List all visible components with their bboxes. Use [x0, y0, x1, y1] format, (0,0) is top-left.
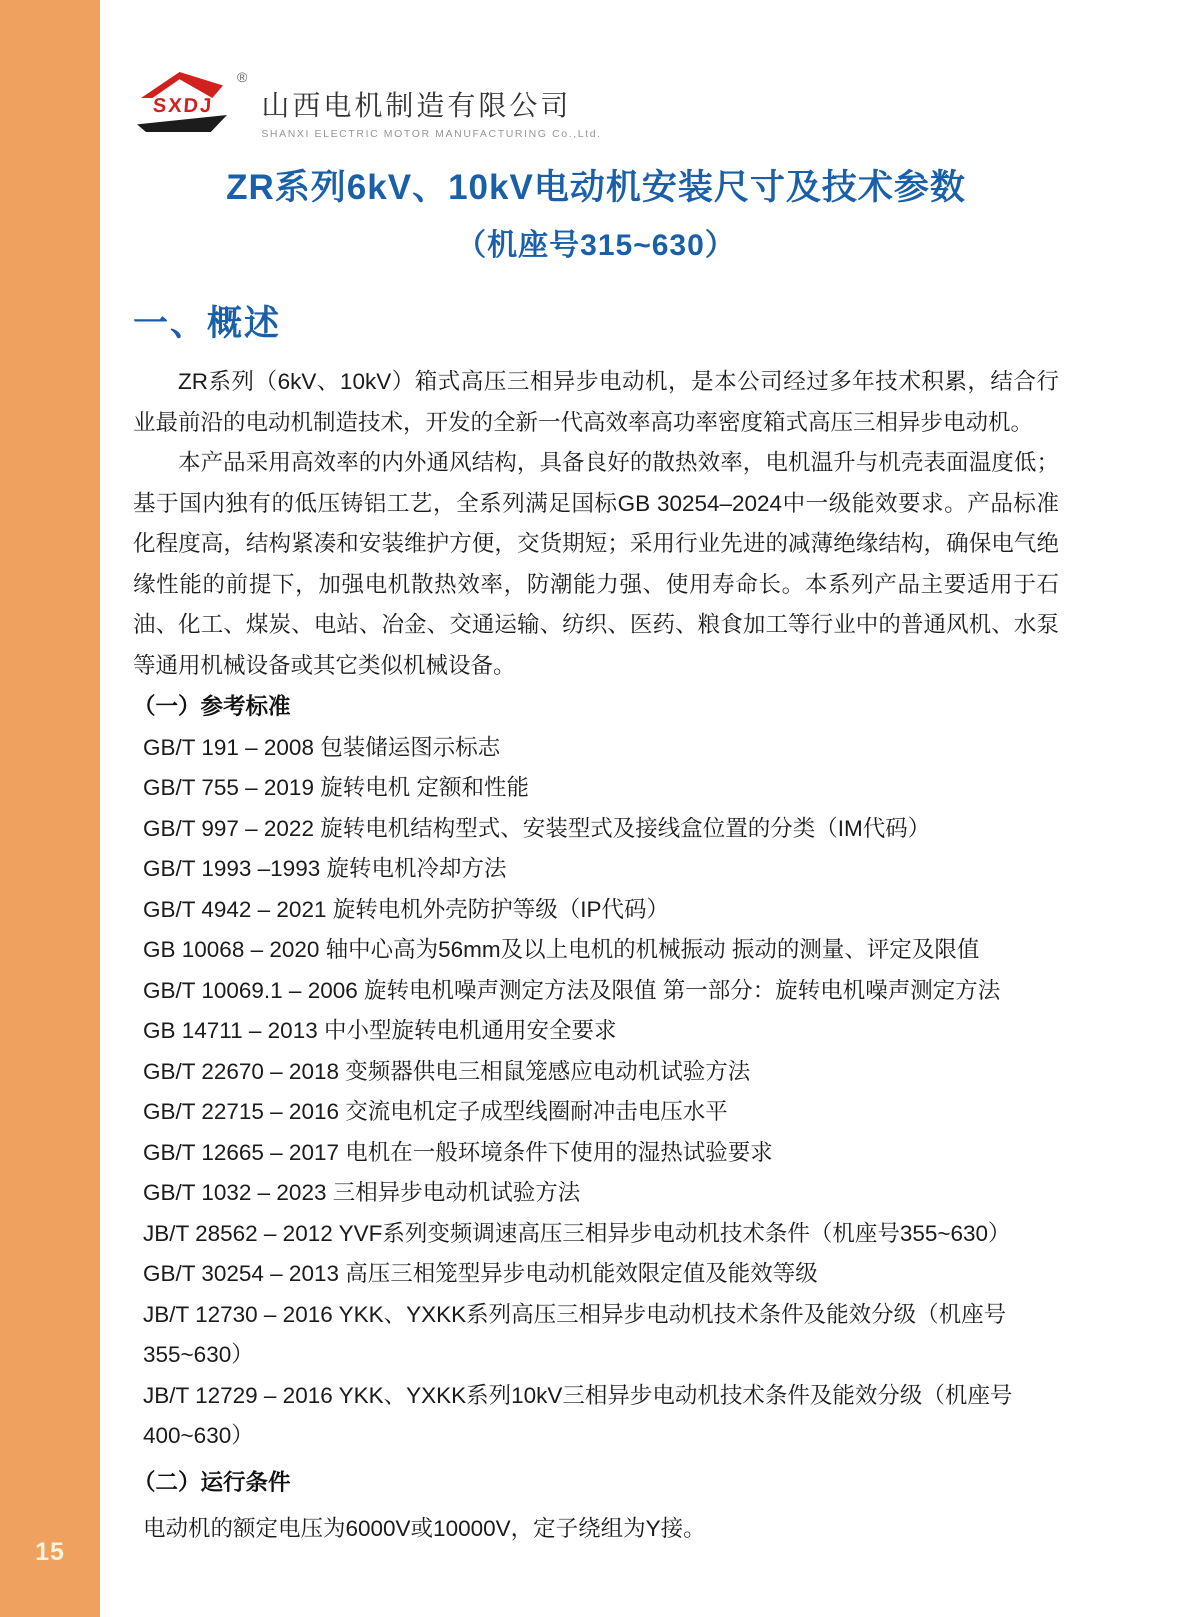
- standard-list-item: JB/T 12730 – 2016 YKK、YXKK系列高压三相异步电动机技术条件及能效分级（机座号 355~630）: [143, 1301, 1007, 1367]
- standard-list-item: GB/T 22670 – 2018 变频器供电三相鼠笼感应电动机试验方法: [143, 1058, 751, 1084]
- standard-list-item: JB/T 28562 – 2012 YVF系列变频调速高压三相异步电动机技术条件（机座号355~630）: [143, 1220, 1011, 1246]
- overview-paragraphs: [133, 362, 1059, 686]
- body-paragraph: ZR系列（6kV、10kV）箱式高压三相异步电动机，是本公司经过多年技术积累，结合行业最前沿的电动机制造技术，开发的全新一代高效率高功率密度箱式高压三相异步电动机。: [133, 369, 1059, 435]
- registered-trademark-icon: ®: [237, 69, 248, 85]
- company-logo: [133, 70, 1059, 140]
- standards-list: [133, 728, 1059, 1457]
- page-number: 15: [35, 1538, 65, 1566]
- standard-list-item: GB/T 10069.1 – 2006 旋转电机噪声测定方法及限值 第一部分：旋转电机噪声测定方法: [143, 977, 1001, 1003]
- standard-list-item: GB/T 22715 – 2016 交流电机定子成型线圈耐冲击电压水平: [143, 1099, 728, 1124]
- body-paragraph: 本产品采用高效率的内外通风结构，具备良好的散热效率，电机温升与机壳表面温度低；基于国内独有的低压铸铝工艺，全系列满足国标GB 30254–2024中一级能效要求。产品标准化程度高，结构紧凑和安装维护方便，交货期短；采用行业先进的减薄绝缘结构，确保电气绝缘性能的前提下，加强电机散热效率，防潮能力强、使用寿命长。本系列产品主要适用于石油、化工、煤炭、电站、冶金、交通运输、纺织、医药、粮食加工等行业中的普通风机、水泵等通用机械设备或其它类似机械设备。: [133, 450, 1059, 678]
- company-name-en: SHANXI ELECTRIC MOTOR MANUFACTURING Co.,Ltd.: [261, 128, 602, 140]
- section-heading-overview: 一、概述: [133, 304, 282, 343]
- subsection-heading-standards: （一）参考标准: [133, 694, 291, 719]
- standard-list-item: GB 14711 – 2013 中小型旋转电机通用安全要求: [143, 1018, 617, 1043]
- standard-list-item: GB/T 1993 –1993 旋转电机冷却方法: [143, 856, 507, 881]
- standard-list-item: JB/T 12729 – 2016 YKK、YXKK系列10kV三相异步电动机技术条件及能效分级（机座号 400~630）: [143, 1382, 1013, 1448]
- standard-list-item: GB/T 755 – 2019 旋转电机 定额和性能: [143, 775, 529, 800]
- sxdj-logo-icon: [133, 70, 233, 134]
- standard-list-item: GB/T 1032 – 2023 三相异步电动机试验方法: [143, 1180, 581, 1205]
- standard-list-item: GB/T 12665 – 2017 电机在一般环境条件下使用的湿热试验要求: [143, 1139, 773, 1165]
- page-content: [133, 0, 1059, 1550]
- standard-list-item: GB 10068 – 2020 轴中心高为56mm及以上电机的机械振动 振动的测量、评定及限值: [143, 937, 980, 962]
- company-name-cn: 山西电机制造有限公司: [261, 90, 572, 121]
- left-accent-strip: [0, 0, 100, 1617]
- subsection-heading-operating-conditions: （二）运行条件: [133, 1469, 291, 1495]
- operating-conditions-text: 电动机的额定电压为6000V或10000V，定子绕组为Y接。: [143, 1516, 706, 1541]
- title-line1: ZR系列6kV、10kV电动机安装尺寸及技术参数: [226, 168, 966, 207]
- standard-list-item: GB/T 4942 – 2021 旋转电机外壳防护等级（IP代码）: [143, 896, 669, 922]
- standard-list-item: GB/T 997 – 2022 旋转电机结构型式、安装型式及接线盒位置的分类（IM代码）: [143, 815, 931, 841]
- title-line2: （机座号315~630）: [456, 229, 736, 262]
- standard-list-item: GB/T 191 – 2008 包装储运图示标志: [143, 734, 501, 760]
- company-name-block: [261, 84, 601, 140]
- document-title: [133, 160, 1059, 264]
- standard-list-item: GB/T 30254 – 2013 高压三相笼型异步电动机能效限定值及能效等级: [143, 1261, 818, 1286]
- logo-mark-text: SXDJ: [152, 95, 214, 117]
